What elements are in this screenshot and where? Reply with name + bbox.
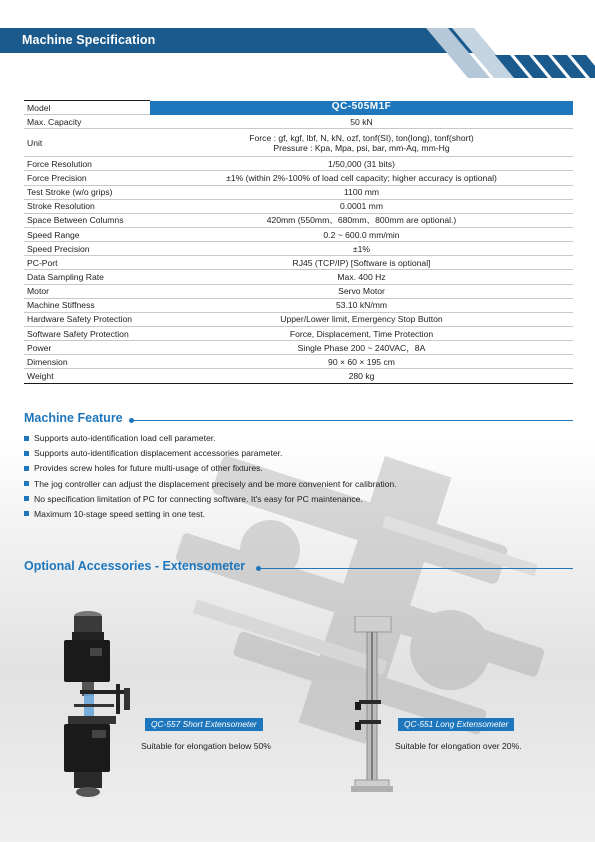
- list-item: Supports auto-identification displacement accessories parameter.: [24, 447, 564, 462]
- list-item: No specification limitation of PC for connecting software. It's easy for PC maintenance.: [24, 493, 564, 508]
- spec-key: Test Stroke (w/o grips): [24, 185, 150, 199]
- spec-key: Motor: [24, 284, 150, 298]
- accessory-label-short: QC-557 Short Extensometer: [145, 718, 263, 731]
- spec-key: Max. Capacity: [24, 115, 150, 129]
- table-row: [24, 341, 573, 355]
- table-row: [24, 298, 573, 312]
- spec-value: Upper/Lower limit, Emergency Stop Button: [150, 312, 573, 326]
- model-value: QC-505M1F: [150, 101, 573, 115]
- spec-value: 1/50,000 (31 bits): [150, 157, 573, 171]
- table-row: [24, 284, 573, 298]
- feature-section-title: Machine Feature: [24, 411, 123, 425]
- spec-value: [150, 129, 573, 157]
- table-row: [24, 115, 573, 129]
- spec-value: 1100 mm: [150, 185, 573, 199]
- spec-value: Max. 400 Hz: [150, 270, 573, 284]
- table-row: [24, 185, 573, 199]
- short-extensometer-image: [60, 608, 140, 800]
- spec-key: Space Between Columns: [24, 213, 150, 227]
- table-row: [24, 227, 573, 241]
- square-bullet-icon: [24, 451, 29, 456]
- square-bullet-icon: [24, 436, 29, 441]
- spec-value: 90 × 60 × 195 cm: [150, 355, 573, 369]
- spec-value: 53.10 kN/mm: [150, 298, 573, 312]
- accessories-section-divider: [259, 568, 573, 569]
- spec-key: Weight: [24, 369, 150, 383]
- spec-value: ±1%: [150, 242, 573, 256]
- spec-key: Force Resolution: [24, 157, 150, 171]
- square-bullet-icon: [24, 466, 29, 471]
- spec-key: Model: [24, 101, 150, 115]
- spec-value: 50 kN: [150, 115, 573, 129]
- spec-key: Unit: [24, 129, 150, 157]
- accessories-section-title: Optional Accessories - Extensometer: [24, 559, 246, 573]
- accessory-label-long: QC-551 Long Extensometer: [398, 718, 514, 731]
- feature-list: [24, 432, 564, 523]
- square-bullet-icon: [24, 481, 29, 486]
- specification-table: [24, 100, 573, 384]
- table-row: [24, 199, 573, 213]
- spec-value: 420mm (550mm、680mm、800mm are optional.): [150, 213, 573, 227]
- spec-key: Power: [24, 341, 150, 355]
- spec-value: RJ45 (TCP/IP) [Software is optional]: [150, 256, 573, 270]
- unit-force-line: Force : gf, kgf, lbf, N, kN, ozf, tonf(SI), ton(long), tonf(short): [249, 132, 474, 143]
- accessory-desc-short: Suitable for elongation below 50%: [141, 741, 271, 751]
- table-row-model: [24, 101, 573, 115]
- spec-key: PC-Port: [24, 256, 150, 270]
- table-row: [24, 270, 573, 284]
- square-bullet-icon: [24, 496, 29, 501]
- long-extensometer-image: [345, 616, 395, 794]
- spec-key: Speed Range: [24, 227, 150, 241]
- list-item: Provides screw holes for future multi-usage of other fixtures.: [24, 462, 564, 477]
- square-bullet-icon: [24, 511, 29, 516]
- spec-value: 0.0001 mm: [150, 199, 573, 213]
- table-row: [24, 312, 573, 326]
- spec-value: 280 kg: [150, 369, 573, 383]
- spec-key: Software Safety Protection: [24, 326, 150, 340]
- spec-value: Servo Motor: [150, 284, 573, 298]
- table-row: [24, 326, 573, 340]
- spec-value: ±1% (within 2%-100% of load cell capacity; higher accuracy is optional): [150, 171, 573, 185]
- list-item: The jog controller can adjust the displacement precisely and be more convenient for calibration.: [24, 478, 564, 493]
- table-row: [24, 157, 573, 171]
- feature-section-divider: [132, 420, 573, 421]
- unit-pressure-line: Pressure : Kpa, Mpa, psi, bar, mm-Aq, mm-Hg: [273, 142, 450, 153]
- table-row: [24, 369, 573, 383]
- spec-key: Stroke Resolution: [24, 199, 150, 213]
- spec-value: Force, Displacement, Time Protection: [150, 326, 573, 340]
- table-row: [24, 171, 573, 185]
- table-row: [24, 242, 573, 256]
- spec-key: Dimension: [24, 355, 150, 369]
- spec-key: Data Sampling Rate: [24, 270, 150, 284]
- list-item: Supports auto-identification load cell parameter.: [24, 432, 564, 447]
- spec-value: 0.2 ~ 600.0 mm/min: [150, 227, 573, 241]
- page-title: Machine Specification: [22, 33, 156, 47]
- table-row: [24, 129, 573, 157]
- spec-key: Speed Precision: [24, 242, 150, 256]
- table-row: [24, 355, 573, 369]
- table-row: [24, 213, 573, 227]
- spec-key: Hardware Safety Protection: [24, 312, 150, 326]
- spec-value: Single Phase 200 ~ 240VAC，8A: [150, 341, 573, 355]
- list-item: Maximum 10-stage speed setting in one test.: [24, 508, 564, 523]
- table-row: [24, 256, 573, 270]
- accessory-desc-long: Suitable for elongation over 20%.: [395, 741, 522, 751]
- spec-key: Machine Stiffness: [24, 298, 150, 312]
- spec-key: Force Precision: [24, 171, 150, 185]
